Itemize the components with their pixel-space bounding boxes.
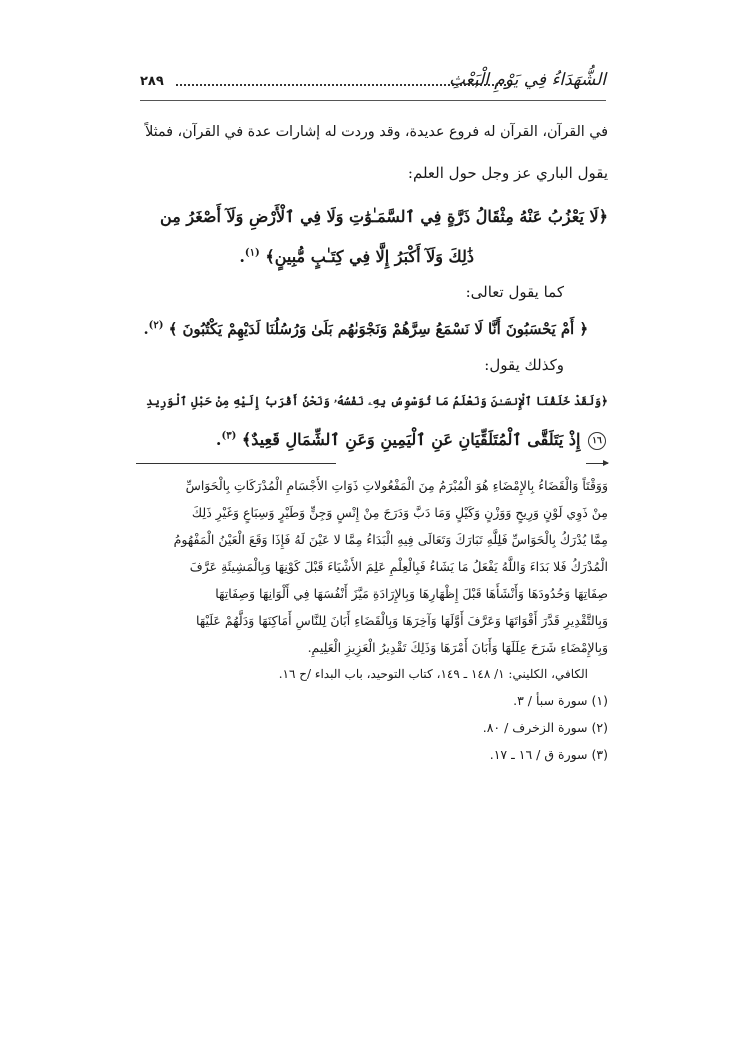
body-line-2: يقول الباري عز وجل حول العلم: <box>407 164 608 182</box>
header-leader-dots <box>176 84 510 86</box>
footnote-ref-3: (٣) <box>221 430 237 442</box>
note-line-4: الْمُدْرَكُ فَلا بَدَاءَ وَاللَّهُ يَفْعَلُ مَا يَشَاءُ فَبِالْعِلْمِ عَلِمَ الأَشْيَاءَ قَبْلَ كَوْنِهَا وَبِالْمَشِيئَةِ عَرَّفَ <box>189 559 608 574</box>
verse-2 <box>143 320 588 338</box>
verse-3-line-2 <box>216 430 608 450</box>
footnote-ref-2: (٢) <box>148 320 164 331</box>
footnote-3: (٣) سورة ق / ١٦ ـ ١٧. <box>489 747 608 762</box>
note-citation: الكافي، الكليني: ١/ ١٤٨ ـ ١٤٩، كتاب التوحيد، باب البداء /ح ١٦. <box>278 667 588 681</box>
ayah-number-marker: ١٦ <box>588 432 606 450</box>
note-line-2: مِنْ ذَوِي لَوْنٍ وَرِيحٍ وَوَزْنٍ وَكَيْلٍ وَمَا دَبَّ وَدَرَجَ مِنْ إِنْسٍ وَجِنٍّ وَطَيْرٍ وَسِبَاعٍ وَغَيْرِ ذَلِكَ <box>191 505 608 520</box>
page-number: ٢٨٩ <box>140 74 164 89</box>
verse-2-period: . <box>143 320 149 338</box>
running-header <box>140 66 606 98</box>
note-line-6: وَبِالتَّقْدِيرِ قَدَّرَ أَقْوَاتَهَا وَعَرَّفَ أَوَّلَهَا وَآخِرَهَا وَبِالْقَضَاءِ أَبَانَ لِلنَّاسِ أَمَاكِنَهَا وَدَلَّهُمْ عَلَيْهَا <box>195 613 608 628</box>
footnote-separator <box>136 463 336 464</box>
body-line-1: في القرآن، القرآن له فروع عديدة، وقد وردت له إشارات عدة في القرآن، فمثلاً <box>145 124 608 140</box>
note-line-7: وَبِالإِمْضَاءِ شَرَحَ عِلَلَهَا وَأَبَانَ أَمْرَهَا وَذَلِكَ تَقْدِيرُ الْعَزِيزِ الْعَلِيمِ. <box>307 640 608 655</box>
verse-1-line-1: ﴿لَا يَعْزُبُ عَنْهُ مِثْقَالُ ذَرَّةٍ فِي ٱلسَّمَـٰوَٰتِ وَلَا فِي ٱلْأَرْضِ وَلَآ أَصْغَرُ مِن <box>160 207 608 226</box>
verse-1-text: ذَٰلِكَ وَلَآ أَكْبَرُ إِلَّا فِي كِتَـٰبٍ مُّبِينٍ﴾ <box>265 247 474 266</box>
intro-3: وكذلك يقول: <box>484 356 564 374</box>
note-line-3: مِمَّا يُدْرَكُ بِالْحَوَاسِّ فَلِلَّهِ تَبَارَكَ وَتَعَالَى فِيهِ الْبَدَاءُ مِمَّا لا عَيْنَ لَهُ فَإِذَا وَقَعَ الْعَيْنُ الْمَفْهُومُ <box>173 532 608 547</box>
verse-3-period: . <box>215 430 222 449</box>
verse-1-period: . <box>239 247 245 266</box>
footnote-1: (١) سورة سبأ / ٣. <box>513 693 608 708</box>
intro-2: كما يقول تعالى: <box>465 283 564 301</box>
verse-1-line-2 <box>239 247 474 266</box>
verse-3-text: إِذْ يَتَلَقَّى ٱلْمُتَلَقِّيَانِ عَنِ ٱلْيَمِينِ وَعَنِ ٱلشِّمَالِ قَعِيدٌ﴾ <box>241 430 581 449</box>
note-line-1: وَوَقْتَاً وَالْقَضَاءُ بِالإِمْضَاءِ هُوَ الْمُبْرَمُ مِنَ الْمَفْعُولاتِ ذَوَاتِ الأَجْسَامِ الْمُدْرَكَاتِ بِالْحَوَاسِّ <box>185 478 608 493</box>
note-line-5: صِفَاتِهَا وَحُدُودَهَا وَأَنْشَأَهَا قَبْلَ إِظْهَارِهَا وَبِالإِرَادَةِ مَيَّزَ أَنْفُسَهَا فِي أَلْوَانِهَا وَصِفَاتِهَا <box>215 586 608 601</box>
footnote-ref-1: (١) <box>244 247 260 259</box>
continuation-arrow-icon <box>586 463 608 464</box>
verse-2-text: ﴿ أَمْ يَحْسَبُونَ أَنَّا لَا نَسْمَعُ سِرَّهُمْ وَنَجْوَىٰهُم بَلَىٰ وَرُسُلُنَا لَدَيْهِمْ يَكْتُبُونَ ﴾ <box>168 320 588 338</box>
verse-3-line-1: ﴿وَلَقَدْ خَلَقْنَا ٱلْإِنسَـٰنَ وَنَعْلَمُ مَا تُوَسْوِسُ بِهِۦ نَفْسُهُۥ وَنَحْنُ أَقْرَبُ إِلَيْهِ مِنْ حَبْلِ ٱلْوَرِيدِ <box>146 394 608 408</box>
header-rule <box>140 100 606 101</box>
footnote-2: (٢) سورة الزخرف / ٨٠. <box>482 720 608 735</box>
header-title: الشُّهَدَاءُ فِي يَوْمِ الْبَعْثِ <box>448 70 606 90</box>
